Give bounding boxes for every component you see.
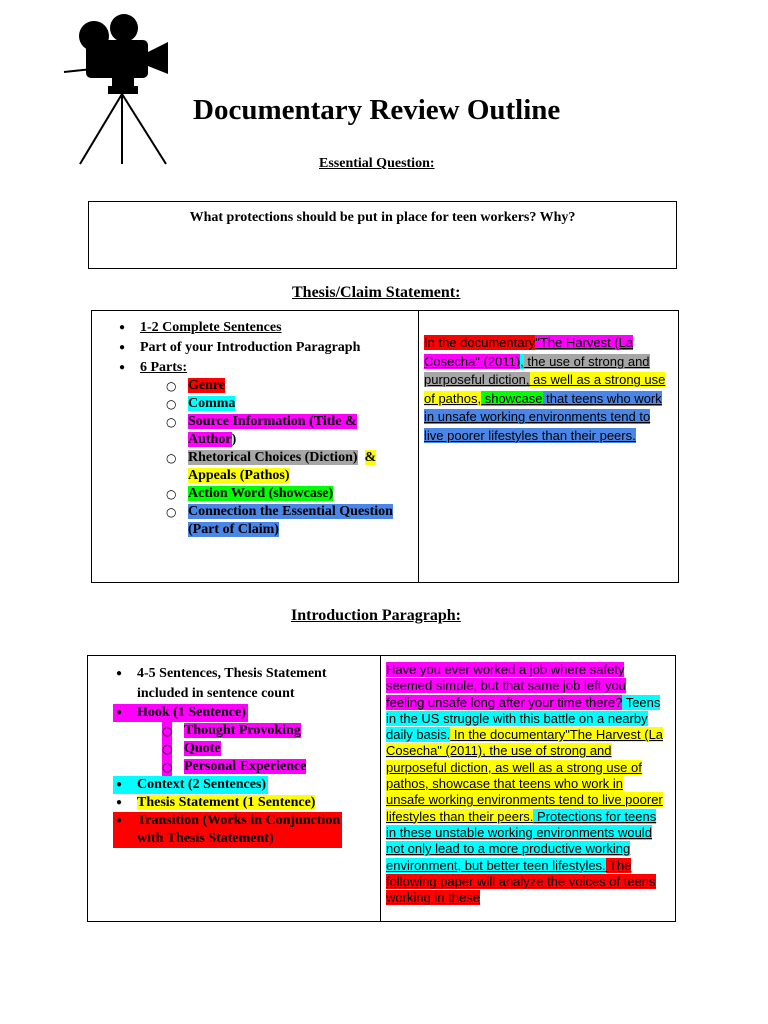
list-item-action: ○ Action Word (showcase) (166, 486, 334, 501)
essential-question-label: Essential Question: (319, 156, 435, 171)
list-item-rhetorical: ○ Rhetorical Choices (Diction) & Appeals (Pathos) (166, 450, 377, 483)
thesis-requirements (116, 319, 416, 539)
list-item: ○ Quote (162, 741, 221, 756)
list-item-thesis: ● Thesis Statement (1 Sentence) (113, 794, 378, 812)
essential-question-box (88, 201, 677, 269)
thesis-table (91, 310, 679, 583)
list-item-connection: ○ Connection the Essential Question (Part of Claim) (166, 504, 393, 537)
intro-heading: Introduction Paragraph: (291, 607, 461, 624)
list-item: ● 1-2 Complete Sentences (116, 319, 416, 337)
list-item: ● Part of your Introduction Paragraph (116, 339, 416, 357)
list-item-source: ○ Source Information (Title & Author) (166, 414, 357, 447)
list-item-comma: ○ Comma (166, 396, 236, 411)
list-item-transition: ● Transition (Works in Conjunction with Thesis Statement) (113, 812, 342, 848)
thesis-example: In the documentary"The Harvest (La Cosecha" (2011), the use of strong and purposeful diction, as well as a strong use of pathos, showcase that teens who work in unsafe working environments tend to live poorer lifestyles than their peers. (424, 335, 666, 443)
list-item-context: ● Context (2 Sentences) (113, 776, 268, 794)
list-item: ● 4-5 Sentences, Thesis Statement included in sentence count (113, 664, 378, 704)
page-title: Documentary Review Outline (193, 94, 561, 126)
essential-question-text: What protections should be put in place for teen workers? Why? (189, 210, 576, 225)
intro-requirements (113, 664, 378, 848)
list-item: ● 6 Parts: (116, 359, 416, 377)
list-item-genre: ○ Genre (166, 378, 226, 393)
list-item: ○ Personal Experience (162, 759, 307, 774)
list-item: ○ Thought Provoking (162, 723, 301, 738)
intro-example: Have you ever worked a job where safety seemed simple, but that same job left you feeling unsafe long after your time there? Teens in the US struggle with this battle on a nearby daily basis. In the documentary"The Harvest (La Cosecha" (2011), the use of strong and purposeful diction, as well as a strong use of pathos, showcase that teens who work in unsafe working environments tend to live poorer lifestyles than their peers. Protections for teens in these unstable working environments would not only lead to a more productive working environment, but better teen lifestyles. The following paper will analyze the voices of teens working in these (386, 662, 664, 906)
list-item-hook: ● Hook (1 Sentence) (113, 704, 248, 722)
movie-camera-icon (62, 8, 172, 166)
thesis-heading: Thesis/Claim Statement: (292, 284, 461, 301)
intro-table (87, 655, 676, 922)
